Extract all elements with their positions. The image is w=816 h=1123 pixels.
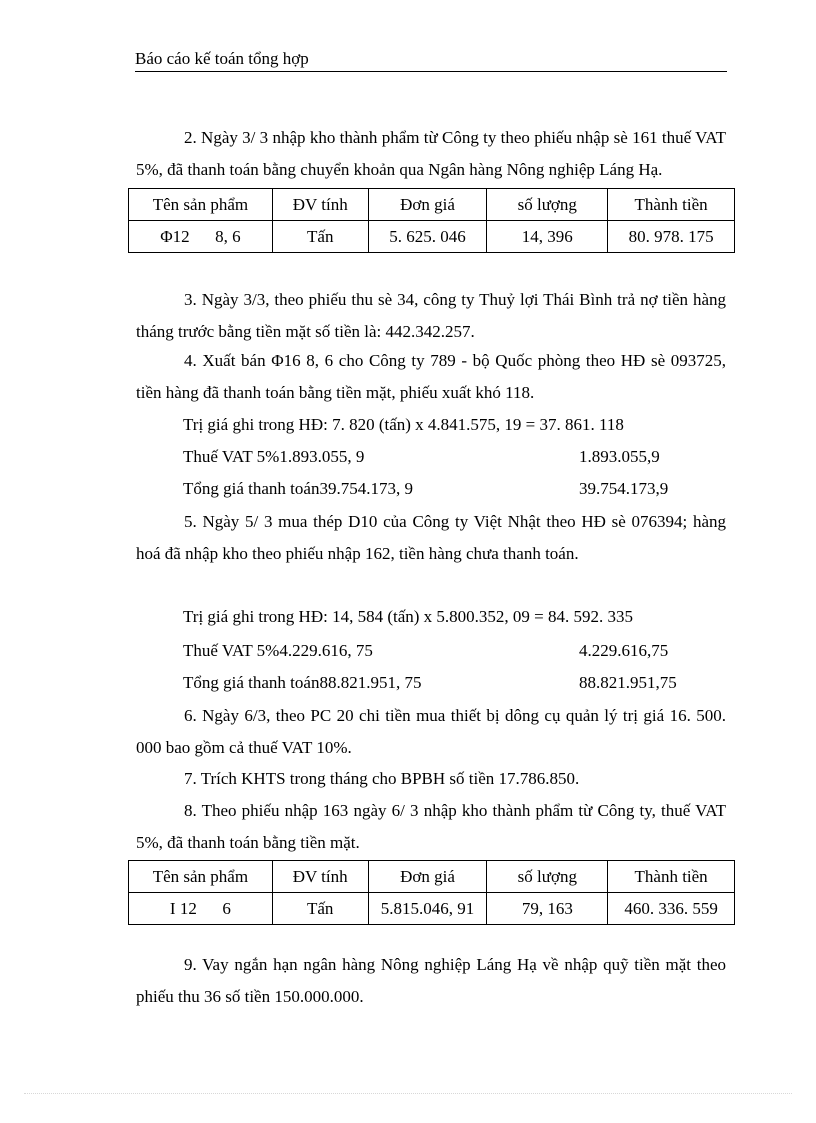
item-4-total-value: 39.754.173,9 bbox=[579, 479, 669, 498]
item-4-vat-value: 1.893.055,9 bbox=[579, 447, 660, 466]
table-cell: 5.815.046, 91 bbox=[368, 893, 487, 925]
item-7-paragraph: 7. Trích KHTS trong tháng cho BPBH số tiền 17.786.850. bbox=[184, 769, 580, 788]
table-cell: 80. 978. 175 bbox=[608, 221, 735, 253]
item-5-total-label: Tổng giá thanh toán88.821.951, 75 bbox=[183, 673, 422, 692]
page-header: Báo cáo kế toán tổng hợp bbox=[135, 48, 727, 72]
table-header-row bbox=[129, 189, 735, 221]
item-3-paragraph: 3. Ngày 3/3, theo phiếu thu sè 34, công ty Thuỷ lợi Thái Bình trả nợ tiền hàng tháng trước bằng tiền mặt số tiền là: 442.342.257. bbox=[136, 290, 726, 341]
table-header-cell: Đơn giá bbox=[368, 189, 487, 221]
table-header-cell: số lượng bbox=[487, 189, 608, 221]
item-9-paragraph: 9. Vay ngắn hạn ngân hàng Nông nghiệp Láng Hạ về nhập quỹ tiền mặt theo phiếu thu 36 số tiền 150.000.000. bbox=[136, 955, 726, 1006]
table-header-cell: ĐV tính bbox=[272, 861, 368, 893]
item-6-paragraph: 6. Ngày 6/3, theo PC 20 chi tiền mua thiết bị dông cụ quản lý trị giá 16. 500. 000 bao gồm cả thuế VAT 10%. bbox=[136, 706, 726, 757]
item-4-vat-label: Thuế VAT 5%1.893.055, 9 bbox=[183, 447, 365, 466]
table-header-cell: Đơn giá bbox=[368, 861, 487, 893]
table-header-cell: số lượng bbox=[487, 861, 608, 893]
table-cell: 460. 336. 559 bbox=[608, 893, 735, 925]
product-table-2 bbox=[128, 860, 735, 925]
table-cell: I 12 6 bbox=[129, 893, 273, 925]
table-header-cell: Thành tiền bbox=[608, 861, 735, 893]
table-row bbox=[129, 893, 735, 925]
item-4-total-label: Tổng giá thanh toán39.754.173, 9 bbox=[183, 479, 413, 498]
item-2-paragraph: 2. Ngày 3/ 3 nhập kho thành phẩm từ Công ty theo phiếu nhập sè 161 thuế VAT 5%, đã thanh toán bằng chuyển khoản qua Ngân hàng Nông nghiệp Láng Hạ. bbox=[136, 128, 726, 179]
table-header-cell: Thành tiền bbox=[608, 189, 735, 221]
item-5-vat-label: Thuế VAT 5%4.229.616, 75 bbox=[183, 641, 373, 660]
item-8-paragraph: 8. Theo phiếu nhập 163 ngày 6/ 3 nhập kho thành phẩm từ Công ty, thuế VAT 5%, đã thanh toán bằng tiền mặt. bbox=[136, 801, 726, 852]
table-header-cell: Tên sản phẩm bbox=[129, 189, 273, 221]
product-table-1 bbox=[128, 188, 735, 253]
table-cell: 14, 396 bbox=[487, 221, 608, 253]
table-header-row bbox=[129, 861, 735, 893]
table-cell: 79, 163 bbox=[487, 893, 608, 925]
item-5-invoice-value: Trị giá ghi trong HĐ: 14, 584 (tấn) x 5.800.352, 09 = 84. 592. 335 bbox=[183, 607, 634, 626]
table-header-cell: ĐV tính bbox=[272, 189, 368, 221]
table-row bbox=[129, 221, 735, 253]
table-cell: Tấn bbox=[272, 221, 368, 253]
item-5-total-value: 88.821.951,75 bbox=[579, 673, 677, 692]
item-5-vat-value: 4.229.616,75 bbox=[579, 641, 669, 660]
table-cell: 5. 625. 046 bbox=[368, 221, 487, 253]
item-4-invoice-value: Trị giá ghi trong HĐ: 7. 820 (tấn) x 4.841.575, 19 = 37. 861. 118 bbox=[183, 415, 624, 434]
page-bottom-divider bbox=[24, 1093, 792, 1094]
item-4-paragraph: 4. Xuất bán Φ16 8, 6 cho Công ty 789 - bộ Quốc phòng theo HĐ sè 093725, tiền hàng đã thanh toán bằng tiền mặt, phiếu xuất khó 118. bbox=[136, 351, 726, 402]
item-5-paragraph: 5. Ngày 5/ 3 mua thép D10 của Công ty Việt Nhật theo HĐ sè 076394; hàng hoá đã nhập kho theo phiếu nhập 162, tiền hàng chưa thanh toán. bbox=[136, 512, 726, 563]
table-cell: Tấn bbox=[272, 893, 368, 925]
table-header-cell: Tên sản phẩm bbox=[129, 861, 273, 893]
table-cell: Φ12 8, 6 bbox=[129, 221, 273, 253]
